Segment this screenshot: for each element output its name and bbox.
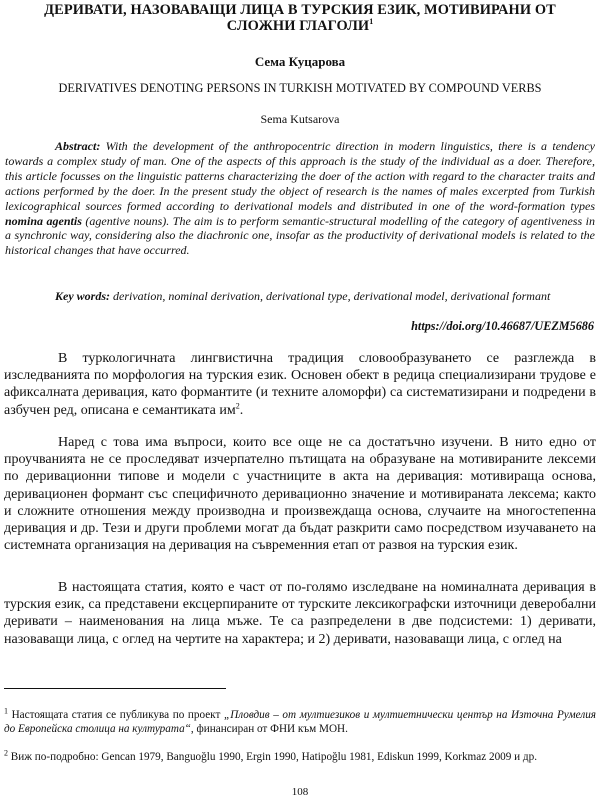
- footnote-separator: [4, 688, 226, 689]
- footnote-1-text-a: Настоящата статия се публикува по проект: [8, 709, 224, 721]
- footnote-marker-2[interactable]: 2: [235, 400, 240, 410]
- footnote-2-marker: 2: [4, 748, 8, 758]
- doi-link[interactable]: https://doi.org/10.46687/UEZM5686: [411, 319, 594, 333]
- footnote-2: [4, 750, 596, 764]
- article-title-en: DERIVATIVES DENOTING PERSONS IN TURKISH MOTIVATED BY COMPOUND VERBS: [58, 81, 542, 95]
- paragraph-1-end: .: [239, 402, 244, 418]
- footnote-1: [4, 708, 596, 737]
- abstract-term: nomina agentis: [5, 213, 82, 228]
- abstract-label: Abstract:: [55, 139, 101, 153]
- author-name-en: Sema Kutsarova: [260, 112, 340, 126]
- body-paragraph-3: В настоящата статия, която е част от по-голямо изследване на номиналната деривация в турския език, са представени ексцерпираните от турските лексикографски източници деверобални деривати – наименования на лица мъже. Те са разпределени в две подсистеми: 1) деривати, назоваващи лица, с оглед на чертите на характера; и 2) деривати, назоваващи лица, с оглед на: [4, 580, 596, 647]
- abstract-text-1: With the development of the anthropocentric direction in modern linguistics, there is a tendency towards a complex study of man. One of the aspects of this approach is the study of the individual as a doer. Therefore, this article focusses on the linguistic patterns characterizing the doer of the action with regard to the character traits and actions performed by the doer. In the present study the object of research is the names of males excerpted from Turkish lexicographical sources formed according to derivational models and distributed in one of the word-formation types: [5, 139, 595, 213]
- keywords-text: derivation, nominal derivation, derivational type, derivational model, derivational formant: [110, 289, 551, 303]
- body-paragraph-2: Наред с това има въпроси, които все още не са достатъчно изучени. В нито едно от проучванията не се проследяват изчерпателно пътищата на образуване на мотивираните лексеми по деривационни типове и модели с участниците в акта на деривация: мотивираща основа, деривационен формант със специфичното деривационно значение и мотивираната лексема; както и сложните отношения между производна и произвеждаща основа, случаите на многостепенна деривация и др. Тези и други проблеми могат да бъдат разкрити само посредством изучаването на системната организация на деривация на съвременния етап от развоя на турския език.: [4, 435, 596, 554]
- article-title-bg: [10, 2, 590, 34]
- footnote-1-project-title: „Пловдив – от мултиезиков и мултиетнически център на Източна Румелия до Европейска столица на културата“: [4, 709, 596, 736]
- abstract-text-2: (agentive nouns). The aim is to perform semantic-structural modelling of the category of agentiveness in a synchronic way, considering also the diachronic one, insofar as the productivity of derivational models is related to the historical changes that have occurred.: [5, 213, 595, 258]
- paragraph-1-text: В туркологичната лингвистична традиция словообразуването се разглежда в изследванията по морфология на турския език. Основен обект в редица специализирани трудове е афиксалната деривация, като формантите (и техните аломорфи) са систематизирани и подредени в азбучен ред, описана е семантиката им: [4, 351, 596, 418]
- keywords-label: Key words:: [55, 289, 110, 303]
- title-text: ДЕРИВАТИ, НАЗОВАВАЩИ ЛИЦА В ТУРСКИЯ ЕЗИК, МОТИВИРАНИ ОТ СЛОЖНИ ГЛАГОЛИ: [44, 2, 556, 34]
- title-footnote-marker[interactable]: 1: [369, 17, 374, 27]
- author-name-bg: Сема Куцарова: [254, 54, 346, 69]
- footnote-1-text-b: , финансиран от ФНИ към МОН.: [190, 723, 348, 736]
- footnote-2-text: Виж по-подробно: Gencan 1979, Banguoğlu 1990, Ergin 1990, Hatipoğlu 1981, Ediskun 1999, Korkmaz 2009 и др.: [8, 751, 538, 763]
- abstract: [5, 139, 595, 258]
- page-number: 108: [291, 786, 309, 798]
- keywords: [5, 289, 595, 304]
- footnote-1-marker: 1: [4, 706, 8, 716]
- body-paragraph-1: [4, 350, 596, 419]
